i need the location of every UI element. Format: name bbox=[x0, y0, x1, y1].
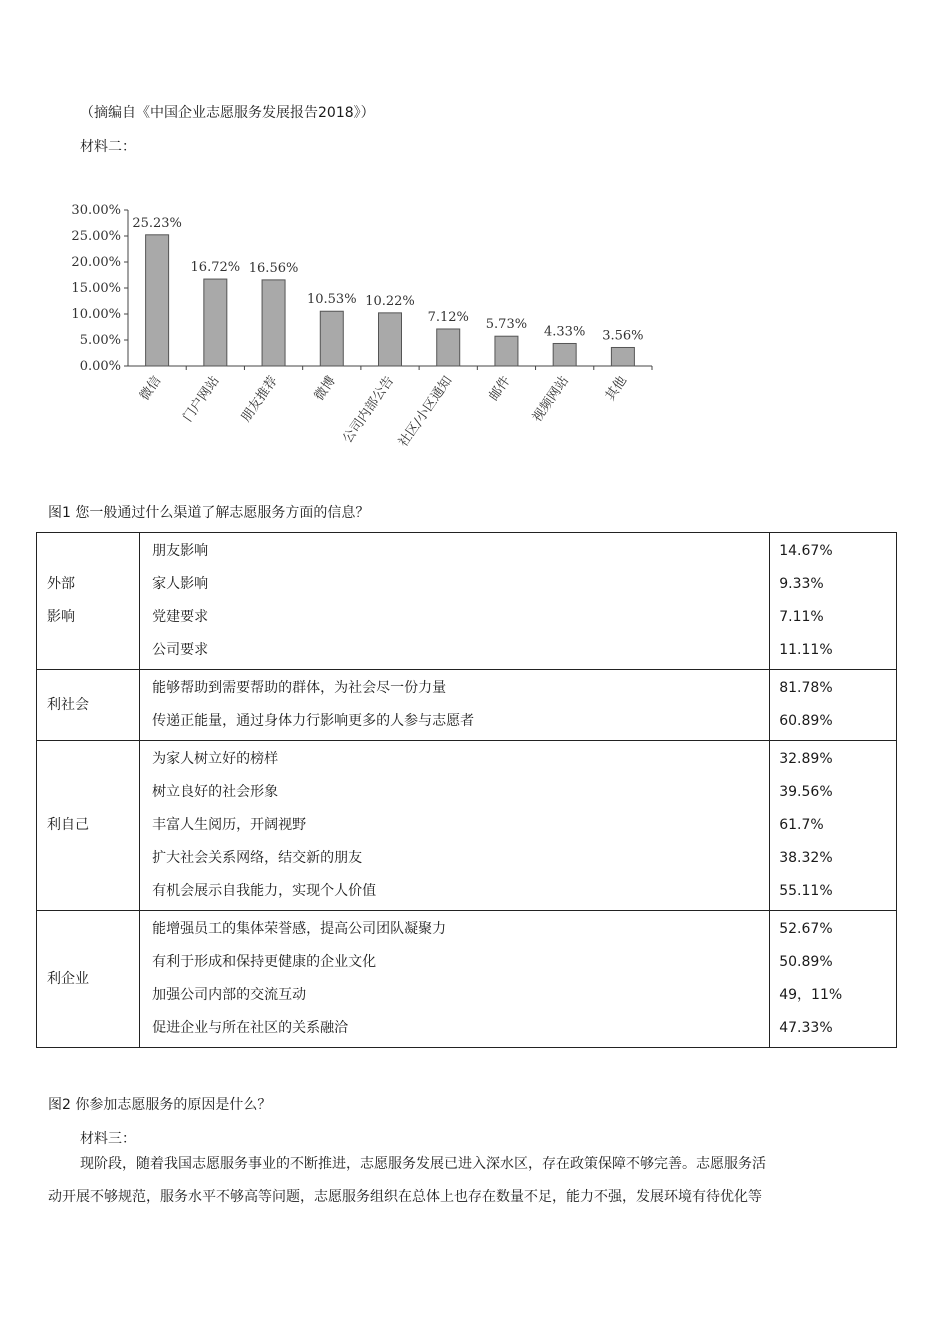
material-3-label: 材料三： bbox=[80, 1131, 136, 1147]
percent-value: 60.89% bbox=[779, 713, 833, 729]
bar-value-label: 10.22% bbox=[365, 293, 415, 309]
bar-value-label: 7.12% bbox=[427, 309, 469, 325]
percent-value: 49，11% bbox=[779, 987, 843, 1003]
reason-item: 有利于形成和保持更健康的企业文化 bbox=[152, 954, 377, 970]
percent-cell bbox=[770, 911, 897, 1048]
reason-item: 丰富人生阅历，开阔视野 bbox=[152, 817, 307, 833]
y-tick-label: 15.00% bbox=[71, 281, 121, 296]
reason-item: 朋友影响 bbox=[152, 543, 209, 559]
bar-value-label: 10.53% bbox=[306, 292, 357, 308]
category-label: 外部 bbox=[47, 576, 75, 592]
category-label: 利自己 bbox=[47, 817, 89, 833]
bar bbox=[495, 336, 518, 366]
source-citation: （摘编自《中国企业志愿服务发展报告2018》） bbox=[80, 105, 375, 121]
chart-svg bbox=[58, 192, 658, 492]
reasons-cell bbox=[140, 911, 770, 1048]
bar-value-label: 4.33% bbox=[544, 324, 586, 340]
bar bbox=[611, 347, 634, 366]
reason-item: 公司要求 bbox=[152, 642, 209, 658]
y-tick-label: 30.00% bbox=[71, 203, 121, 218]
percent-value: 7.11% bbox=[779, 609, 824, 625]
paragraph-line-2: 动开展不够规范，服务水平不够高等问题，志愿服务组织在总体上也存在数量不足，能力不强，发展环境有待优化等 bbox=[48, 1189, 762, 1205]
x-category-label: 门户网站 bbox=[180, 373, 223, 425]
percent-value: 14.67% bbox=[779, 543, 833, 559]
table-group-row bbox=[37, 911, 897, 1048]
percent-value: 81.78% bbox=[779, 680, 833, 696]
x-category-label: 邮件 bbox=[486, 373, 514, 404]
bar-value-label: 16.56% bbox=[248, 260, 299, 276]
reason-item: 有机会展示自我能力，实现个人价值 bbox=[152, 883, 377, 899]
x-category-label: 公司内部公告 bbox=[340, 373, 398, 447]
y-tick-label: 10.00% bbox=[71, 307, 121, 322]
y-tick-label: 0.00% bbox=[79, 359, 121, 374]
x-category-label: 视频网站 bbox=[529, 373, 572, 425]
table-group-row bbox=[37, 741, 897, 911]
reason-item: 扩大社会关系网络，结交新的朋友 bbox=[152, 850, 363, 866]
reason-item: 家人影响 bbox=[152, 576, 209, 592]
percent-value: 61.7% bbox=[779, 817, 824, 833]
paragraph-line-1: 现阶段，随着我国志愿服务事业的不断推进，志愿服务发展已进入深水区，存在政策保障不够完善。志愿服务活 bbox=[80, 1156, 766, 1172]
bar-value-label: 25.23% bbox=[132, 215, 182, 231]
bar bbox=[204, 279, 227, 366]
y-tick-label: 5.00% bbox=[79, 333, 121, 348]
category-label: 利社会 bbox=[47, 696, 89, 713]
reason-item: 加强公司内部的交流互动 bbox=[152, 987, 307, 1003]
category-cell bbox=[37, 670, 140, 741]
percent-cell bbox=[770, 533, 897, 670]
x-category-label: 社区/小区通知 bbox=[395, 373, 456, 450]
reason-item: 树立良好的社会形象 bbox=[152, 784, 279, 800]
category-label: 影响 bbox=[47, 609, 75, 625]
reason-item: 党建要求 bbox=[152, 609, 209, 625]
percent-value: 47.33% bbox=[779, 1020, 833, 1036]
x-category-label: 朋友推荐 bbox=[238, 373, 281, 425]
reason-item: 能够帮助到需要帮助的群体，为社会尽一份力量 bbox=[152, 680, 447, 696]
bar bbox=[553, 343, 576, 366]
bar-value-label: 3.56% bbox=[602, 328, 644, 344]
bar bbox=[146, 235, 169, 366]
x-category-label: 其他 bbox=[602, 373, 631, 404]
y-tick-label: 20.00% bbox=[71, 255, 121, 270]
bar bbox=[379, 313, 402, 366]
category-label: 利企业 bbox=[47, 970, 89, 987]
figure-2-caption: 图2 你参加志愿服务的原因是什么？ bbox=[48, 1097, 272, 1113]
channel-bar-chart bbox=[58, 192, 658, 492]
x-category-label: 微信 bbox=[137, 373, 165, 404]
category-cell bbox=[37, 741, 140, 911]
figure-1-caption: 图1 您一般通过什么渠道了解志愿服务方面的信息？ bbox=[48, 505, 370, 521]
percent-value: 39.56% bbox=[779, 784, 833, 800]
percent-value: 52.67% bbox=[779, 921, 833, 937]
bar bbox=[437, 329, 460, 366]
category-cell bbox=[37, 533, 140, 670]
bar-value-label: 16.72% bbox=[190, 260, 241, 276]
percent-cell bbox=[770, 670, 897, 741]
reason-item: 为家人树立好的榜样 bbox=[152, 751, 279, 767]
bar bbox=[320, 311, 343, 366]
percent-value: 38.32% bbox=[779, 850, 833, 866]
reason-item: 传递正能量，通过身体力行影响更多的人参与志愿者 bbox=[152, 713, 475, 729]
table-group-row bbox=[37, 533, 897, 670]
reason-item: 促进企业与所在社区的关系融洽 bbox=[152, 1020, 349, 1036]
percent-value: 32.89% bbox=[779, 751, 833, 767]
reason-item: 能增强员工的集体荣誉感，提高公司团队凝聚力 bbox=[152, 921, 447, 937]
reasons-cell bbox=[140, 533, 770, 670]
y-tick-label: 25.00% bbox=[71, 229, 121, 244]
reasons-cell bbox=[140, 741, 770, 911]
category-cell bbox=[37, 911, 140, 1048]
percent-value: 11.11% bbox=[779, 642, 833, 658]
material-2-label: 材料二： bbox=[80, 139, 136, 155]
table-group-row bbox=[37, 670, 897, 741]
percent-value: 9.33% bbox=[779, 576, 824, 592]
percent-cell bbox=[770, 741, 897, 911]
bar-value-label: 5.73% bbox=[485, 317, 528, 333]
reasons-table bbox=[36, 532, 897, 1048]
bar bbox=[262, 280, 285, 366]
reasons-cell bbox=[140, 670, 770, 741]
percent-value: 50.89% bbox=[779, 954, 833, 970]
x-category-label: 微博 bbox=[311, 373, 340, 404]
percent-value: 55.11% bbox=[779, 883, 833, 899]
